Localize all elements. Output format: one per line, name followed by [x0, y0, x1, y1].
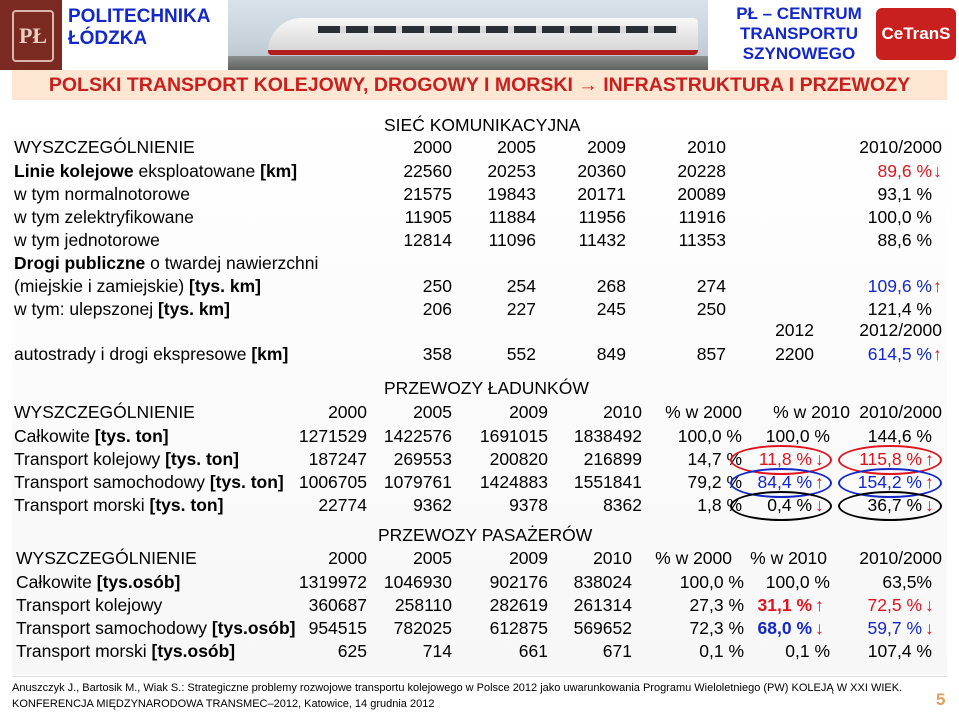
- university-logo: [0, 0, 62, 70]
- train-image: [228, 0, 708, 70]
- table-cell: 88,6 %: [877, 230, 932, 250]
- network-row-electrified: w tym zelektryfikowane: [14, 207, 194, 227]
- network-row-standard-gauge: w tym normalnotorowe: [14, 184, 191, 204]
- table-cell: 11916: [678, 207, 726, 227]
- table-cell: 902176: [489, 572, 548, 592]
- freight-row-total: Całkowite [tys. ton]: [14, 426, 169, 446]
- table-cell: 11096: [488, 230, 536, 250]
- arrow-down-icon: ↓: [925, 495, 934, 515]
- train-body-shape: [268, 18, 698, 55]
- freight-col-header: 2009: [509, 402, 548, 422]
- freight-header-label: WYSZCZEGÓLNIENIE: [14, 402, 195, 422]
- table-cell: 20228: [677, 161, 726, 181]
- network-row-roads-line2: (miejskie i zamiejskie) [tys. km]: [14, 276, 262, 296]
- passengers-row-rail: Transport kolejowy: [16, 595, 163, 615]
- slide-header: [0, 0, 959, 70]
- passengers-col-header: % w 2010: [750, 548, 827, 568]
- table-cell-highlight: 89,6 %: [877, 161, 932, 181]
- arrow-down-icon: ↓: [925, 618, 934, 638]
- freight-col-header: 2010: [603, 402, 642, 422]
- table-cell: 187247: [308, 449, 367, 469]
- network-section-title: SIEĆ KOMUNIKACYJNA: [384, 115, 581, 135]
- highlight-oval: [730, 491, 832, 521]
- table-cell-highlight: 31,1 %: [757, 595, 812, 615]
- table-cell: 1424883: [479, 472, 548, 492]
- table-cell: 569652: [573, 618, 632, 638]
- table-cell: 0,1 %: [699, 641, 744, 661]
- rails-shape: [228, 56, 708, 70]
- freight-col-header: 2010/2000: [859, 402, 942, 422]
- network-year-2005: 2005: [497, 137, 536, 157]
- freight-col-header: 2000: [328, 402, 367, 422]
- table-cell: 100,0 %: [679, 572, 744, 592]
- centre-name-line1: PŁ – CENTRUM: [736, 4, 862, 23]
- network-row-single-track: w tym jednotorowe: [14, 230, 160, 250]
- arrow-down-icon: ↓: [925, 595, 934, 615]
- table-cell-highlight: 11,8 %: [758, 449, 812, 469]
- table-cell: 20253: [487, 161, 536, 181]
- table-cell-highlight: 84,4 %: [757, 472, 812, 492]
- passengers-header-label: WYSZCZEGÓLNIENIE: [16, 548, 197, 568]
- passengers-row-sea: Transport morski [tys.osób]: [16, 641, 236, 661]
- arrow-up-icon: ↑: [925, 449, 934, 469]
- table-cell: 11432: [578, 230, 626, 250]
- table-cell: 100,0 %: [677, 426, 742, 446]
- table-cell-highlight: 36,7 %: [867, 495, 922, 515]
- network-subheader-2012: 2012: [775, 320, 814, 340]
- arrow-down-icon: ↓: [815, 449, 824, 469]
- table-cell: 245: [596, 299, 626, 319]
- passengers-section-title: PRZEWOZY PASAŻERÓW: [378, 525, 593, 545]
- network-row-roads-line1: Drogi publiczne o twardej nawierzchni: [14, 253, 319, 273]
- network-row-improved: w tym: ulepszonej [tys. km]: [14, 299, 230, 319]
- table-cell: 227: [506, 299, 536, 319]
- table-cell: 671: [602, 641, 632, 661]
- table-cell: 1691015: [479, 426, 548, 446]
- table-cell: 612875: [489, 618, 548, 638]
- table-cell: 661: [518, 641, 548, 661]
- freight-row-rail: Transport kolejowy [tys. ton]: [14, 449, 239, 469]
- passengers-col-header: 2000: [328, 548, 367, 568]
- table-cell: 360687: [308, 595, 367, 615]
- table-cell: 250: [696, 299, 726, 319]
- table-cell: 14,7 %: [687, 449, 742, 469]
- freight-row-sea: Transport morski [tys. ton]: [14, 495, 224, 515]
- arrow-down-icon: ↓: [815, 495, 824, 515]
- table-cell: 269553: [393, 449, 452, 469]
- train-windows-shape: [318, 26, 678, 33]
- table-cell: 954515: [308, 618, 367, 638]
- table-cell: 20171: [577, 184, 626, 204]
- table-cell-highlight: 68,0 %: [757, 618, 812, 638]
- table-cell: 100,0 %: [765, 426, 830, 446]
- table-cell: 121,4 %: [867, 299, 932, 319]
- passengers-col-header: 2009: [509, 548, 548, 568]
- table-cell: 1006705: [298, 472, 367, 492]
- table-cell-highlight: 59,7 %: [867, 618, 922, 638]
- network-year-ratio: 2010/2000: [859, 137, 942, 157]
- table-cell: 20089: [677, 184, 726, 204]
- table-cell: 206: [422, 299, 452, 319]
- table-cell: 21575: [403, 184, 452, 204]
- network-year-2010: 2010: [687, 137, 726, 157]
- footer-conference: KONFERENCJA MIĘDZYNARODOWA TRANSMEC–2012, Katowice, 14 grudnia 2012: [12, 698, 435, 710]
- table-cell: 8362: [603, 495, 642, 515]
- arrow-up-icon: ↑: [815, 595, 824, 615]
- table-cell: 27,3 %: [689, 595, 744, 615]
- table-cell: 11956: [578, 207, 626, 227]
- table-cell: 261314: [573, 595, 632, 615]
- centre-name: [714, 4, 884, 64]
- table-cell: 358: [422, 344, 452, 364]
- university-crest-icon: PŁ: [12, 10, 54, 62]
- table-cell: 12814: [403, 230, 452, 250]
- arrow-down-icon: ↓: [815, 618, 824, 638]
- freight-col-header: % w 2000: [665, 402, 742, 422]
- table-cell: 714: [422, 641, 452, 661]
- university-name: [68, 6, 218, 50]
- table-cell-highlight: 72,5 %: [867, 595, 922, 615]
- table-cell: 1319972: [298, 572, 367, 592]
- table-cell: 254: [506, 276, 536, 296]
- university-name-line2: ŁÓDZKA: [68, 28, 148, 49]
- table-cell: 93,1 %: [877, 184, 932, 204]
- table-cell: 258110: [394, 595, 452, 615]
- slide-content: [12, 100, 947, 675]
- table-cell: 79,2 %: [687, 472, 742, 492]
- highlight-oval: [838, 491, 942, 521]
- table-cell: 625: [337, 641, 367, 661]
- passengers-col-header: % w 2000: [655, 548, 732, 568]
- table-cell: 200820: [489, 449, 548, 469]
- footer: [12, 680, 947, 712]
- table-cell: 107,4 %: [867, 641, 932, 661]
- table-cell: 1422576: [383, 426, 452, 446]
- passengers-col-header: 2010: [593, 548, 632, 568]
- passengers-row-total: Całkowite [tys.osób]: [16, 572, 181, 592]
- table-cell: 250: [422, 276, 452, 296]
- table-cell: 22774: [318, 495, 367, 515]
- footer-citation: Anuszczyk J., Bartosik M., Wiak S.: Strategiczne problemy rozwojowe transportu kolejowego w Polsce 2012 jako uwarunkowania Programu Wieloletniego (PW) KOLEJĄ W XXI WIEK.: [12, 682, 903, 694]
- table-cell: 20360: [577, 161, 626, 181]
- table-cell: 22560: [403, 161, 452, 181]
- freight-section-title: PRZEWOZY ŁADUNKÓW: [384, 378, 589, 398]
- freight-col-header: % w 2010: [773, 402, 850, 422]
- freight-col-header: 2005: [413, 402, 452, 422]
- arrow-up-icon: ↑: [933, 276, 942, 296]
- network-row-motorways: autostrady i drogi ekspresowe [km]: [14, 344, 289, 364]
- table-cell: 9362: [413, 495, 452, 515]
- centre-name-line2: TRANSPORTU: [739, 24, 859, 43]
- table-cell: 2200: [775, 344, 814, 364]
- passengers-col-header: 2010/2000: [859, 548, 942, 568]
- university-name-line1: POLITECHNIKA: [68, 6, 211, 27]
- table-cell: 216899: [583, 449, 642, 469]
- table-cell-highlight: 614,5 %: [867, 344, 932, 364]
- arrow-up-icon: ↑: [815, 472, 824, 492]
- table-cell: 282619: [489, 595, 548, 615]
- network-header-label: WYSZCZEGÓLNIENIE: [14, 137, 195, 157]
- table-cell: 1,8 %: [697, 495, 742, 515]
- network-subheader-ratio: 2012/2000: [859, 320, 942, 340]
- table-cell: 1271529: [298, 426, 367, 446]
- table-cell: 63,5%: [882, 572, 932, 592]
- table-cell: 274: [696, 276, 726, 296]
- centre-name-line3: SZYNOWEGO: [742, 44, 856, 63]
- table-cell: 1046930: [383, 572, 452, 592]
- table-cell: 11905: [404, 207, 452, 227]
- table-cell-highlight: 154,2 %: [857, 472, 922, 492]
- freight-row-road: Transport samochodowy [tys. ton]: [14, 472, 284, 492]
- table-cell: 1079761: [383, 472, 452, 492]
- page-number: 5: [936, 690, 946, 709]
- table-cell: 100,0 %: [765, 572, 830, 592]
- table-cell: 19843: [487, 184, 536, 204]
- network-year-2009: 2009: [587, 137, 626, 157]
- table-cell-highlight: 0,4 %: [767, 495, 812, 515]
- table-cell-highlight: 109,6 %: [867, 276, 932, 296]
- table-cell: 849: [596, 344, 626, 364]
- table-cell: 782025: [393, 618, 452, 638]
- table-cell: 268: [596, 276, 626, 296]
- slide-title: POLSKI TRANSPORT KOLEJOWY, DROGOWY I MORSKI → INFRASTRUKTURA I PRZEWOZY: [48, 74, 911, 96]
- table-cell: 100,0 %: [867, 207, 932, 227]
- arrow-up-icon: ↑: [933, 344, 942, 364]
- table-cell: 11884: [488, 207, 536, 227]
- network-row-rail-lines: Linie kolejowe eksploatowane [km]: [14, 161, 298, 181]
- table-cell: 552: [506, 344, 536, 364]
- table-cell: 144,6 %: [867, 426, 932, 446]
- table-cell: 11353: [678, 230, 726, 250]
- table-cell: 0,1 %: [785, 641, 830, 661]
- footer-divider: [12, 676, 947, 677]
- title-band: [12, 70, 947, 100]
- table-cell: 838024: [573, 572, 632, 592]
- passengers-row-road: Transport samochodowy [tys.osób]: [16, 618, 296, 638]
- table-cell: 1551841: [573, 472, 642, 492]
- table-cell: 857: [696, 344, 726, 364]
- arrow-up-icon: ↑: [925, 472, 934, 492]
- arrow-down-icon: ↓: [933, 161, 942, 181]
- table-cell: 72,3 %: [689, 618, 744, 638]
- passengers-col-header: 2005: [413, 548, 452, 568]
- network-year-2000: 2000: [413, 137, 452, 157]
- table-cell: 1838492: [573, 426, 642, 446]
- table-cell: 9378: [509, 495, 548, 515]
- cetrans-logo: CeTranS: [876, 8, 956, 60]
- table-cell-highlight: 115,8 %: [859, 449, 922, 469]
